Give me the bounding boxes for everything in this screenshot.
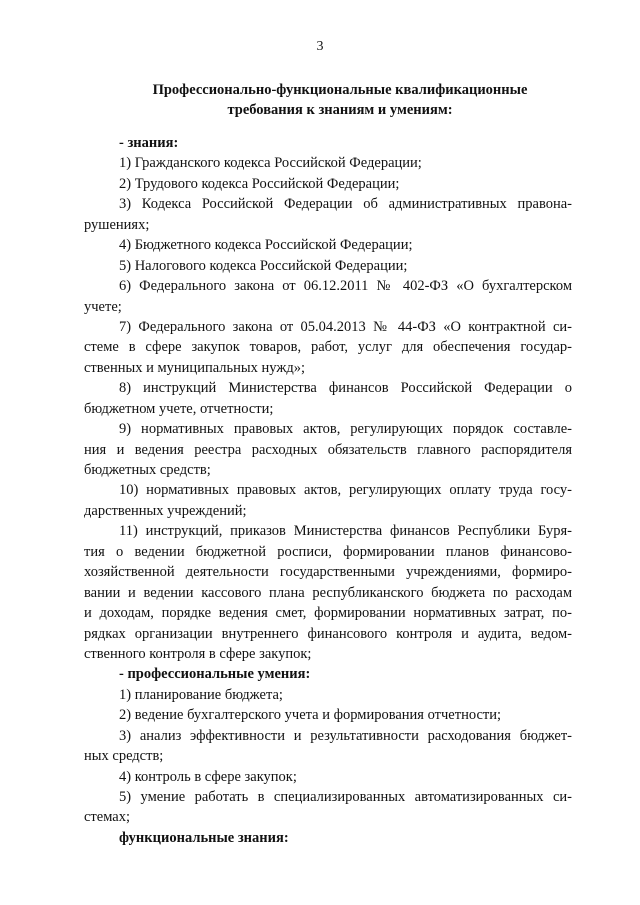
section-heading-line: функциональные знания: [119, 829, 289, 846]
body-text-line: рядках организации внутреннего финансового контроля и аудита, ведом- [84, 625, 572, 642]
body-text-line: 4) контроль в сфере закупок; [119, 768, 297, 785]
body-text-line: 4) Бюджетного кодекса Российской Федерации; [119, 237, 413, 254]
body-text-line: 10) нормативных правовых актов, регулирующих оплату труда госу- [119, 482, 572, 499]
body-text-line: тия о ведении бюджетной росписи, формировании планов финансово- [84, 543, 572, 560]
body-text-line: ственного контроля в сфере закупок; [84, 645, 312, 662]
section-heading-line: - знания: [119, 135, 179, 151]
body-text-line: вании и ведении кассового плана республиканского бюджета по расходам [84, 584, 572, 601]
section-heading-line: - профессиональные умения: [119, 666, 311, 683]
body-text-line: 2) ведение бухгалтерского учета и формирования отчетности; [119, 707, 501, 724]
body-text-line: учете; [84, 298, 122, 315]
body-text-line: 1) планирование бюджета; [119, 686, 283, 703]
body-text-line: 5) умение работать в специализированных автоматизированных си- [119, 789, 572, 805]
section-title-line: Профессионально-функциональные квалификационные [152, 82, 528, 98]
page-number: 3 [316, 39, 324, 54]
body-text-line: дарственных учреждений; [84, 502, 247, 519]
body-text-line: 3) анализ эффективности и результативности расходования бюджет- [119, 727, 572, 744]
body-text-line: 5) Налогового кодекса Российской Федерации; [119, 257, 408, 274]
body-text-line: бюджетном учете, отчетности; [84, 400, 274, 417]
body-text-line: 6) Федерального закона от 06.12.2011 № 402-ФЗ «О бухгалтерском [119, 278, 572, 295]
body-text-line: 3) Кодекса Российской Федерации об административных правона- [119, 196, 572, 213]
body-text-line: хозяйственной деятельности государственными учреждениями, формиро- [84, 564, 572, 581]
body-text-line: ния и ведения реестра расходных обязательств главного распорядителя [84, 441, 572, 458]
section-title [100, 80, 580, 120]
body-text-line: стеме в сфере закупок товаров, работ, услуг для обеспечения государ- [84, 339, 572, 356]
body-text [84, 133, 572, 848]
body-text-line: рушениях; [84, 216, 150, 233]
body-text-line: 11) инструкций, приказов Министерства финансов Республики Буря- [119, 523, 572, 540]
body-text-line: 1) Гражданского кодекса Российской Федерации; [119, 155, 422, 172]
body-text-line: ных средств; [84, 748, 164, 765]
body-text-line: бюджетных средств; [84, 462, 211, 478]
body-text-line: 2) Трудового кодекса Российской Федерации; [119, 175, 400, 192]
section-title-line: требования к знаниям и умениям: [227, 102, 453, 118]
body-text-line: 9) нормативных правовых актов, регулирующих порядок составле- [119, 421, 572, 438]
body-text-line: стемах; [84, 809, 130, 826]
body-text-line: ственных и муниципальных нужд»; [84, 359, 305, 376]
body-text-line: и доходам, порядке ведения смет, формировании нормативных затрат, по- [84, 605, 572, 622]
body-text-line: 8) инструкций Министерства финансов Российской Федерации о [119, 380, 572, 397]
body-text-line: 7) Федерального закона от 05.04.2013 № 44-ФЗ «О контрактной си- [119, 318, 572, 335]
